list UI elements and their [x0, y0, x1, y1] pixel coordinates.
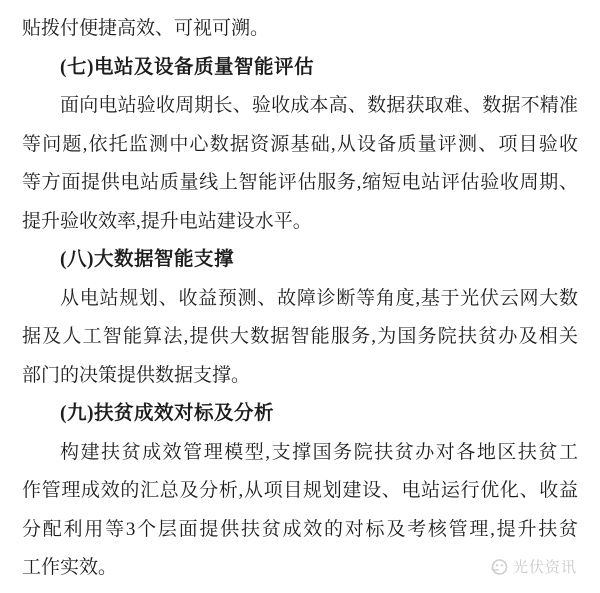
paragraph-line: 贴拨付便捷高效、可视可溯。	[22, 18, 270, 39]
paragraph-line: 等问题,依托监测中心数据资源基础,从设备质量评测、项目验收	[22, 133, 578, 155]
watermark-label: 光伏资讯	[512, 559, 577, 576]
pv-news-logo-icon	[489, 557, 509, 577]
section-heading-9: (九)扶贫成效对标及分析	[60, 403, 274, 424]
paragraph-line: 分配利用等3个层面提供扶贫成效的对标及考核管理,提升扶贫	[22, 518, 578, 540]
section-heading-7: (七)电站及设备质量智能评估	[60, 56, 314, 78]
section-heading-8: (八)大数据智能支撑	[60, 249, 234, 270]
paragraph-line: 从电站规划、收益预测、故障诊断等角度,基于光伏云网大数	[60, 287, 578, 309]
paragraph-line: 面向电站验收周期长、验收成本高、数据获取难、数据不精准	[60, 95, 578, 116]
paragraph-line: 构建扶贫成效管理模型,支撑国务院扶贫办对各地区扶贫工	[60, 441, 578, 463]
paragraph-line: 工作实效。	[22, 557, 118, 578]
paragraph-line: 据及人工智能算法,提供大数据智能服务,为国务院扶贫办及相关	[22, 326, 578, 347]
paragraph-line: 部门的决策提供数据支撑。	[22, 364, 251, 386]
paragraph-line: 作管理成效的汇总及分析,从项目规划建设、电站运行优化、收益	[22, 480, 578, 501]
watermark	[489, 556, 577, 577]
paragraph-line: 等方面提供电站质量线上智能评估服务,缩短电站评估验收周期、	[22, 172, 578, 193]
paragraph-line: 提升验收效率,提升电站建设水平。	[22, 210, 312, 232]
